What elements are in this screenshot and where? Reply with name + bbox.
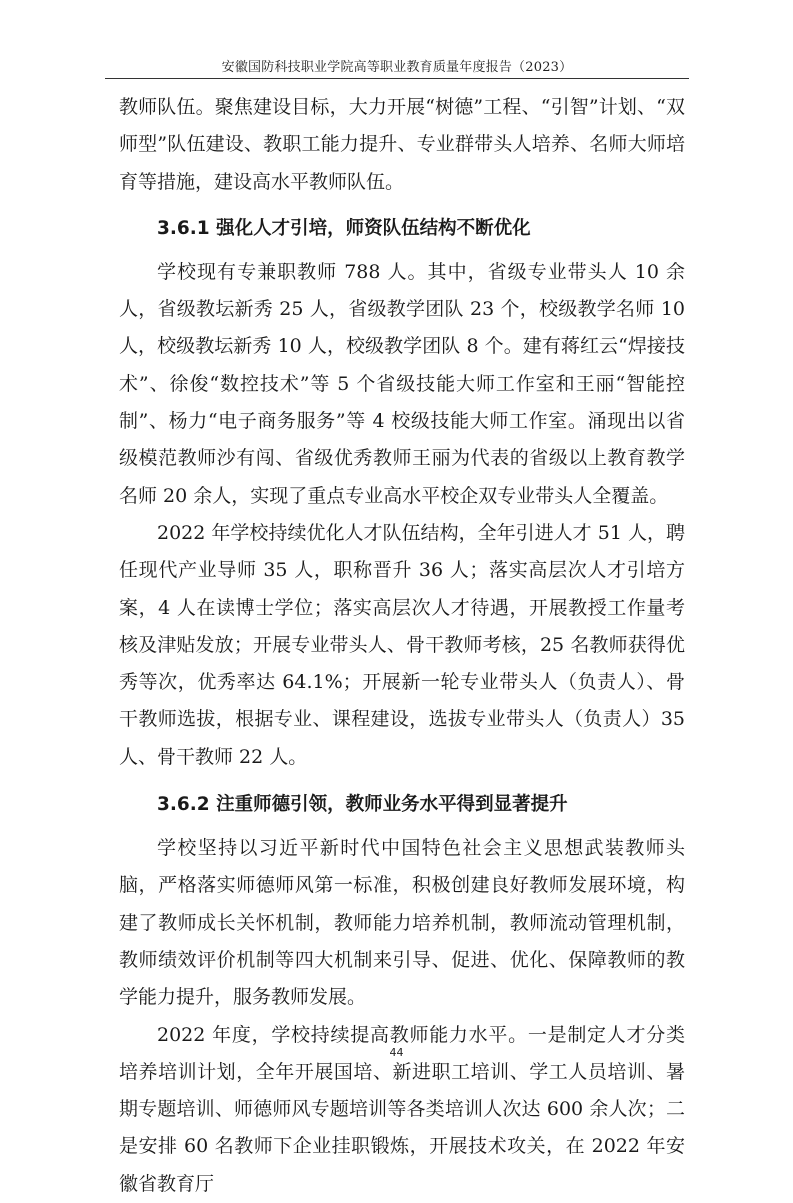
section-heading-3-6-2: 3.6.2 注重师德引领，教师业务水平得到显著提升 xyxy=(157,794,568,816)
paragraph-teacher-count: 学校现有专兼职教师 788 人。其中，省级专业带头人 10 余人，省级教坛新秀 25 人，省级教学团队 23 个，校级教学名师 10 人，校级教坛新秀 10 人，校级教学团队 8 个。建有蒋红云“焊接技术”、徐俊“数控技术”等 5 个省级技能大师工作室和王丽“智能控制”、杨力“电子商务服务”等 4 校级技能大师工作室。涌现出以省级模范教师沙有闯、省级优秀教师王丽为代表的省级以上教育教学名师 20 余人，实现了重点专业高水平校企双专业带头人全覆盖。 xyxy=(119,260,685,507)
header-rule xyxy=(105,78,689,79)
paragraph-ethics: 学校坚持以习近平新时代中国特色社会主义思想武装教师头脑，严格落实师德师风第一标准，积极创建良好教师发展环境，构建了教师成长关怀机制，教师能力培养机制，教师流动管理机制，教师绩效评价机制等四大机制来引导、促进、优化、保障教师的教学能力提升，服务教师发展。 xyxy=(119,837,685,1009)
paragraph-intro: 教师队伍。聚焦建设目标，大力开展“树德”工程、“引智”计划、“双师型”队伍建设、教职工能力提升、专业群带头人培养、名师大师培育等措施，建设高水平教师队伍。 xyxy=(119,96,685,193)
section-heading-3-6-1: 3.6.1 强化人才引培，师资队伍结构不断优化 xyxy=(157,217,531,239)
paragraph-talent-structure: 2022 年学校持续优化人才队伍结构，全年引进人才 51 人，聘任现代产业导师 35 人，职称晋升 36 人；落实高层次人才引培方案，4 人在读博士学位；落实高层次人才待遇，开展教授工作量考核及津贴发放；开展专业带头人、骨干教师考核，25 名教师获得优秀等次，优秀率达 64.1%；开展新一轮专业带头人（负责人）、骨干教师选拔，根据专业、课程建设，选拔专业带头人（负责人）35 人、骨干教师 22 人。 xyxy=(119,521,685,768)
paragraph-training: 2022 年度，学校持续提高教师能力水平。一是制定人才分类培养培训计划，全年开展国培、新进职工培训、学工人员培训、暑期专题培训、师德师风专题培训等各类培训人次达 600 余人次；二是安排 60 名教师下企业挂职锻炼，开展技术攻关，在 2022 年安徽省教育厅 xyxy=(119,1023,685,1195)
page-body xyxy=(119,89,685,1203)
running-header: 安徽国防科技职业学院高等职业教育质量年度报告（2023） xyxy=(221,60,573,75)
page-number: 44 xyxy=(389,1046,404,1059)
